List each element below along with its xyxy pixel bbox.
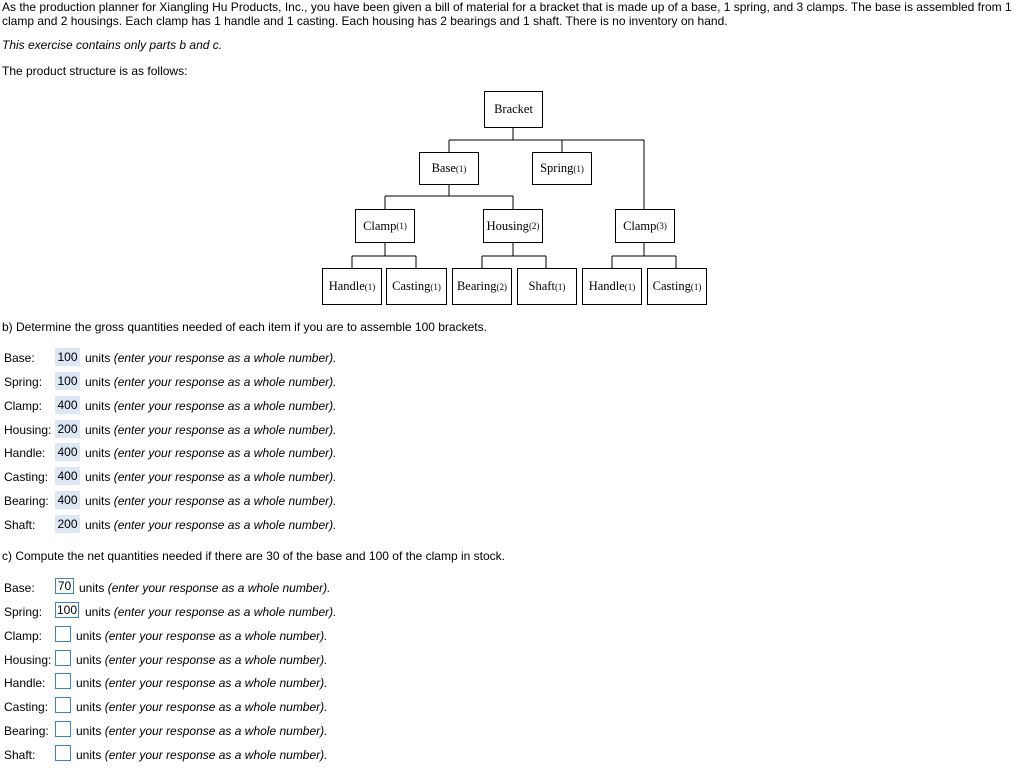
part-c-units: [76, 629, 327, 643]
part-b-question: b) Determine the gross quantities needed of each item if you are to assemble 100 brackets.: [2, 320, 487, 334]
node-clamp-1: [355, 209, 415, 243]
part-c-label: Base:: [4, 581, 35, 595]
node-handle-1-qty: (1): [364, 281, 376, 292]
spring-net-input[interactable]: [55, 602, 79, 618]
node-handle-2-qty: (1): [624, 281, 636, 292]
part-c-label: Housing:: [4, 653, 52, 667]
part-c-question: c) Compute the net quantities needed if there are 30 of the base and 100 of the clamp in stock.: [2, 549, 505, 563]
part-b-units: [85, 494, 336, 508]
node-clamp-3: [615, 209, 675, 243]
part-c-units: [85, 605, 336, 619]
hint-text: (enter your response as a whole number).: [104, 653, 328, 667]
hint-text: (enter your response as a whole number).: [107, 581, 331, 595]
hint-text: (enter your response as a whole number).: [113, 351, 337, 365]
node-clamp-3-label: Clamp: [623, 218, 657, 233]
part-b-answer: 200: [55, 420, 80, 438]
node-shaft-label: Shaft: [528, 279, 555, 293]
part-b-answer: 100: [55, 348, 80, 366]
part-b-answer: 400: [55, 467, 80, 485]
node-base-qty: (1): [455, 163, 467, 174]
hint-text: (enter your response as a whole number).: [113, 446, 337, 460]
node-casting-1-label: Casting: [392, 279, 431, 293]
part-b-label: Spring:: [4, 375, 43, 389]
units-text: units: [85, 351, 111, 365]
node-bearing-label: Bearing: [456, 279, 497, 293]
part-b-answer: 400: [55, 443, 80, 461]
part-c-units: [76, 724, 327, 738]
part-b-label: Base:: [4, 351, 35, 365]
units-text: units: [85, 423, 111, 437]
casting-net-input[interactable]: [55, 697, 71, 713]
exercise-note: This exercise contains only parts b and c.: [2, 38, 223, 52]
part-c-label: Handle:: [4, 676, 46, 690]
part-c-label: Spring:: [4, 605, 43, 619]
part-b-label: Handle:: [4, 446, 46, 460]
node-handle-1-label: Handle: [328, 279, 365, 293]
hint-text: (enter your response as a whole number).: [113, 494, 337, 508]
units-text: units: [85, 518, 111, 532]
hint-text: (enter your response as a whole number).: [113, 518, 337, 532]
hint-text: (enter your response as a whole number).: [104, 700, 328, 714]
node-spring-label: Spring: [540, 161, 574, 175]
housing-net-input[interactable]: [55, 650, 71, 666]
part-c-label: Casting:: [4, 700, 49, 714]
problem-statement: As the production planner for Xiangling Hu Products, Inc., you have been given a bill of material for a bracket that is made up of a base, 1 spring, and 3 clamps. The base is assembled from 1 clamp and 2 housings. Each clamp has 1 handle and 1 casting. Each housing has 2 bearings and 1 shaft. There is no inventory on hand.: [2, 0, 1012, 28]
part-b-label: Casting:: [4, 470, 49, 484]
part-c-label: Clamp:: [4, 629, 43, 643]
node-casting-2-label: Casting: [652, 279, 691, 293]
bearing-net-input[interactable]: [55, 721, 71, 737]
handle-net-input[interactable]: [55, 673, 71, 689]
node-base: [419, 152, 479, 185]
units-text: units: [85, 446, 111, 460]
part-c-units: [76, 700, 327, 714]
hint-text: (enter your response as a whole number).: [104, 629, 328, 643]
part-b-answer: 200: [55, 515, 80, 533]
node-handle-1: [322, 268, 382, 305]
units-text: units: [76, 676, 102, 690]
part-b-units: [85, 399, 336, 413]
node-clamp-3-qty: (3): [656, 221, 667, 231]
node-housing-qty: (2): [528, 221, 540, 231]
shaft-net-input[interactable]: [55, 745, 71, 761]
part-b-label: Bearing:: [4, 494, 49, 508]
structure-label: The product structure is as follows:: [2, 64, 188, 78]
part-b-label: Shaft:: [4, 518, 36, 532]
node-clamp-1-label: Clamp: [363, 218, 397, 233]
node-shaft-qty: (1): [554, 281, 566, 292]
hint-text: (enter your response as a whole number).: [113, 605, 337, 619]
hint-text: (enter your response as a whole number).: [113, 399, 337, 413]
part-b-answer: 400: [55, 396, 80, 414]
part-b-units: [85, 470, 336, 484]
units-text: units: [85, 399, 111, 413]
part-c-label: Shaft:: [4, 748, 36, 762]
part-b-label: Clamp:: [4, 399, 43, 413]
hint-text: (enter your response as a whole number).: [113, 470, 337, 484]
units-text: units: [85, 470, 111, 484]
units-text: units: [76, 724, 102, 738]
hint-text: (enter your response as a whole number).: [113, 375, 337, 389]
part-b-units: [85, 518, 336, 532]
node-shaft: [517, 268, 577, 305]
clamp-net-input[interactable]: [55, 626, 71, 642]
part-c-units: [76, 676, 327, 690]
units-text: units: [85, 605, 111, 619]
part-c-units: [76, 748, 327, 762]
units-text: units: [85, 494, 111, 508]
node-casting-1-qty: (1): [430, 281, 441, 292]
node-bearing-qty: (2): [496, 281, 508, 292]
node-bracket: [484, 91, 543, 128]
part-b-units: [85, 375, 336, 389]
part-c-units: [76, 653, 327, 667]
node-spring-qty: (1): [573, 163, 584, 174]
product-structure-connectors: [0, 0, 1024, 340]
node-clamp-1-qty: (1): [396, 221, 407, 231]
hint-text: (enter your response as a whole number).: [104, 748, 328, 762]
part-b-label: Housing:: [4, 423, 52, 437]
node-bracket-label: Bracket: [494, 102, 533, 116]
node-casting-2: [647, 268, 707, 305]
node-handle-2-label: Handle: [588, 279, 625, 293]
node-casting-1: [386, 268, 447, 305]
node-casting-2-qty: (1): [690, 281, 702, 292]
hint-text: (enter your response as a whole number).: [104, 724, 328, 738]
node-housing-label: Housing: [486, 218, 529, 233]
base-net-input[interactable]: [55, 578, 74, 594]
units-text: units: [76, 748, 102, 762]
part-b-answer: 400: [55, 491, 80, 509]
node-handle-2: [582, 268, 642, 305]
node-spring: [532, 152, 592, 185]
hint-text: (enter your response as a whole number).: [113, 423, 337, 437]
units-text: units: [76, 629, 102, 643]
part-b-units: [85, 351, 336, 365]
part-b-units: [85, 423, 336, 437]
part-b-answer: 100: [55, 372, 80, 390]
part-b-units: [85, 446, 336, 460]
hint-text: (enter your response as a whole number).: [104, 676, 328, 690]
node-housing: [483, 209, 543, 243]
units-text: units: [76, 700, 102, 714]
node-base-label: Base: [431, 161, 456, 175]
units-text: units: [85, 375, 111, 389]
part-c-label: Bearing:: [4, 724, 49, 738]
node-bearing: [452, 268, 512, 305]
part-c-units: [79, 581, 330, 595]
units-text: units: [79, 581, 105, 595]
units-text: units: [76, 653, 102, 667]
